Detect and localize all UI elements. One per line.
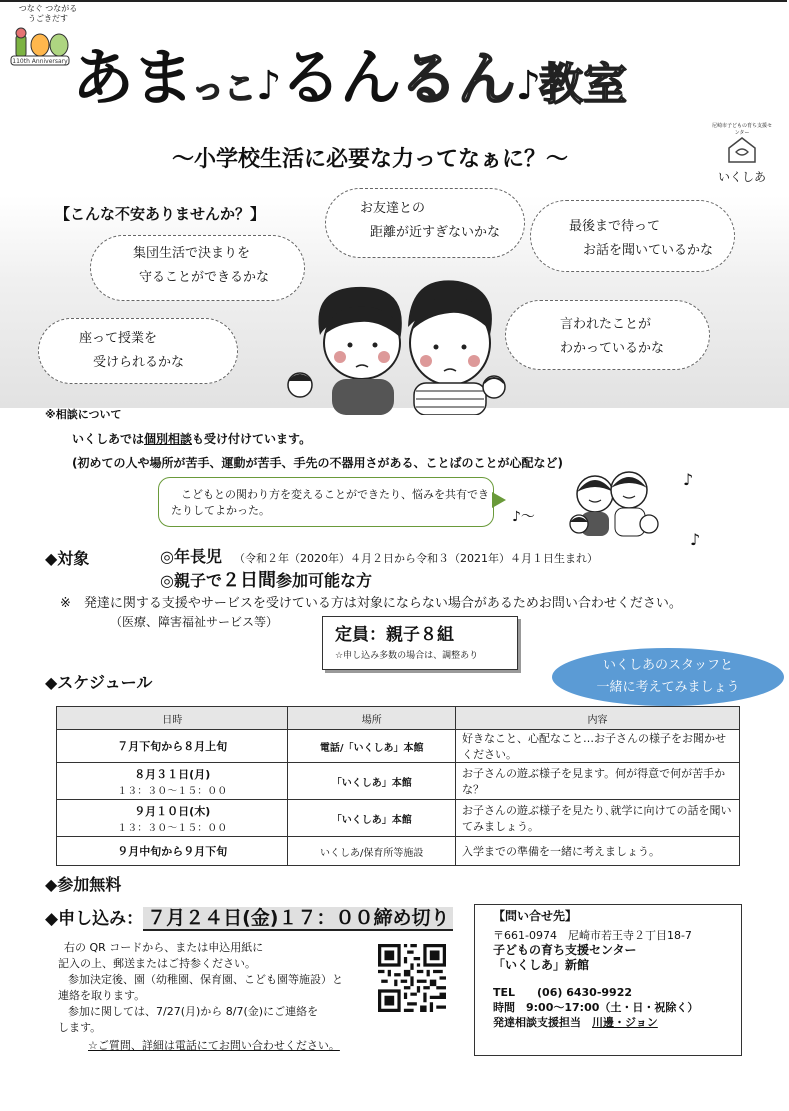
cloud-line: お話を聞いているかな (583, 243, 714, 258)
schedule-content: お子さんの遊ぶ様子を見ます。何が得意で何が苦手かな？ (456, 763, 740, 800)
capacity-label: 定員：親子８組 (335, 625, 454, 645)
staff-label: 発達相談支援担当 (493, 1016, 581, 1029)
testimonial-bubble (158, 477, 494, 527)
table-row (57, 837, 740, 866)
qr-code-icon[interactable] (378, 944, 446, 1012)
title-part-1: あま (72, 41, 193, 114)
cloud-line: お友達との (360, 201, 426, 216)
cloud-line: わかっているかな (560, 341, 665, 356)
apply-heading (45, 903, 453, 930)
staff-message-oval (552, 648, 784, 706)
worry-cloud-listening (530, 200, 735, 272)
worry-cloud-understanding (505, 300, 710, 370)
contact-staff (493, 1015, 741, 1030)
apply-label: ◆申し込み： (45, 909, 144, 929)
staff-names: 川邊・ジョン (592, 1016, 658, 1029)
contact-heading: 【問い合せ先】 (493, 909, 578, 923)
target-note-services: （医療、障害福祉サービス等） (110, 615, 279, 629)
apply-line: 右の QR コードから、または申込用紙に (64, 941, 264, 954)
page-title (72, 28, 627, 117)
target-note: ※ 発達に関する支援やサービスを受けている方は対象にならない場合があるためお問い合わせください。 (60, 596, 682, 611)
target-label: 参加可能な方 (275, 571, 372, 590)
target-label: ◎親子で (160, 571, 222, 590)
schedule-content: 好きなこと、心配なこと…お子さんの様子をお聞かせください。 (456, 730, 740, 763)
ikushia-logo (712, 122, 772, 185)
apply-line: します。 (58, 1021, 102, 1034)
apply-line: 記入の上、郵送またはご持参ください。 (58, 957, 256, 970)
contact-building: 「いくしあ」新館 (493, 958, 590, 972)
org-caption: 尼崎市子どもの育ち支援センター (712, 123, 773, 136)
consult-text: も受け付けています。 (192, 432, 312, 446)
contact-org: 子どもの育ち支援センター (493, 943, 637, 957)
capacity-note: ☆申し込み多数の場合は、調整あり (335, 651, 479, 661)
title-note-1: ♪ (256, 63, 280, 109)
contact-hours: 時間 9:00～17:00（土・日・祝除く） (493, 1001, 699, 1014)
title-part-3: るん (279, 41, 400, 114)
cloud-line: 座って授業を (79, 331, 158, 346)
consult-line-2: (初めての人や場所が苦手、運動が苦手、手先の不器用さがある、ことばのことが心配など) (72, 456, 563, 470)
schedule-place: 「いくしあ」本館 (288, 800, 456, 837)
bubble-line: こどもとの関わり方を変えることができたり、悩みを共有でき (181, 488, 489, 501)
table-row (57, 800, 740, 837)
schedule-date: ９月中旬から９月下旬 (57, 837, 288, 866)
subtitle: ～小学校生活に必要な力ってなぁに？～ (172, 147, 569, 172)
target-days: ２日間 (221, 570, 276, 591)
apply-line: 連絡を取ります。 (58, 989, 146, 1002)
music-note: ♪～ (512, 509, 535, 525)
table-row (57, 763, 740, 800)
title-part-2: っこ (192, 69, 257, 107)
schedule-content: お子さんの遊ぶ様子を見たり､就学に向けての話を聞いてみましょう。 (456, 800, 740, 837)
worry-cloud-sitting (38, 318, 238, 384)
staff-line: いくしあのスタッフと (602, 658, 733, 673)
schedule-table (56, 706, 740, 866)
schedule-place: 「いくしあ」本館 (288, 763, 456, 800)
schedule-date: ８月３１日(月) １３：３０～１５：００ (57, 763, 288, 800)
music-note: ♪ (683, 470, 694, 489)
bubble-line: たりしてよかった。 (171, 504, 270, 517)
anniversary-logo-icon (10, 26, 70, 68)
logo-caption: 110th Anniversary (12, 58, 68, 65)
org-name: いくしあ (717, 170, 766, 184)
bubble-tail (492, 492, 506, 508)
schedule-place: 電話/「いくしあ」本館 (288, 730, 456, 763)
contact-tel[interactable]: TEL (06) 6430-9922 (493, 986, 633, 999)
column-header: 場所 (288, 707, 456, 730)
consult-highlight: 個別相談 (144, 432, 193, 446)
target-birth-range: （令和２年（2020年）４月２日から令和３（2021年）４月１日生まれ） (233, 552, 598, 565)
schedule-place: いくしあ/保育所等施設 (288, 837, 456, 866)
consult-text: いくしあでは (72, 432, 145, 446)
apply-deadline: ７月２４日(金)１７：００締め切り (143, 907, 453, 931)
apply-line: 参加に関しては、7/27(月)から 8/7(金)にご連絡を (68, 1005, 319, 1018)
cloud-line: 受けられるかな (93, 355, 185, 370)
staff-line: 一緒に考えてみましょう (596, 680, 740, 695)
target-label: ◎年長児 (160, 547, 222, 566)
consult-line-1 (72, 430, 311, 447)
table-row (57, 730, 740, 763)
worry-heading: 【こんな不安ありませんか？】 (55, 205, 266, 223)
target-heading: ◆対象 (45, 549, 90, 568)
title-part-5: 教室 (539, 59, 628, 110)
title-note-2: ♪ (515, 63, 540, 109)
cloud-line: 最後まで待って (569, 219, 661, 234)
schedule-content: 入学までの準備を一緒に考えましょう。 (456, 837, 740, 866)
title-part-4: るん (399, 45, 516, 113)
column-header: 内容 (456, 707, 740, 730)
worry-cloud-rules (90, 235, 305, 301)
apply-line: 参加決定後、園（幼稚園、保育園、こども園等施設）と (68, 973, 343, 986)
contact-box (474, 904, 742, 1056)
cloud-line: 集団生活で決まりを (133, 246, 251, 261)
column-header: 日時 (57, 707, 288, 730)
worry-cloud-distance (325, 188, 525, 258)
house-icon (726, 136, 758, 164)
happy-family-illustration (565, 468, 675, 538)
apply-inquiry-note: ☆ご質問、詳細は電話にてお問い合わせください。 (88, 1039, 340, 1052)
worried-family-illustration (280, 275, 520, 415)
target-item-2 (160, 566, 372, 592)
logo-tagline: つなぐ つながる うごきだす (18, 4, 78, 23)
fee-heading: ◆参加無料 (45, 875, 122, 894)
apply-instructions (58, 940, 378, 1054)
schedule-heading: ◆スケジュール (45, 673, 153, 692)
cloud-line: 言われたことが (560, 317, 652, 332)
cloud-line: 守ることができるかな (139, 270, 270, 285)
contact-address: 〒661-0974 尼崎市若王寺２丁目18-7 (493, 929, 692, 942)
music-note: ♪ (690, 530, 701, 549)
schedule-date: ７月下旬から８月上旬 (57, 730, 288, 763)
capacity-box (322, 616, 518, 670)
schedule-date: ９月１０日(木) １３：３０～１５：００ (57, 800, 288, 837)
consult-heading: ※相談について (45, 408, 122, 421)
cloud-line: 距離が近すぎないかな (370, 225, 501, 240)
target-item-1 (160, 544, 598, 567)
